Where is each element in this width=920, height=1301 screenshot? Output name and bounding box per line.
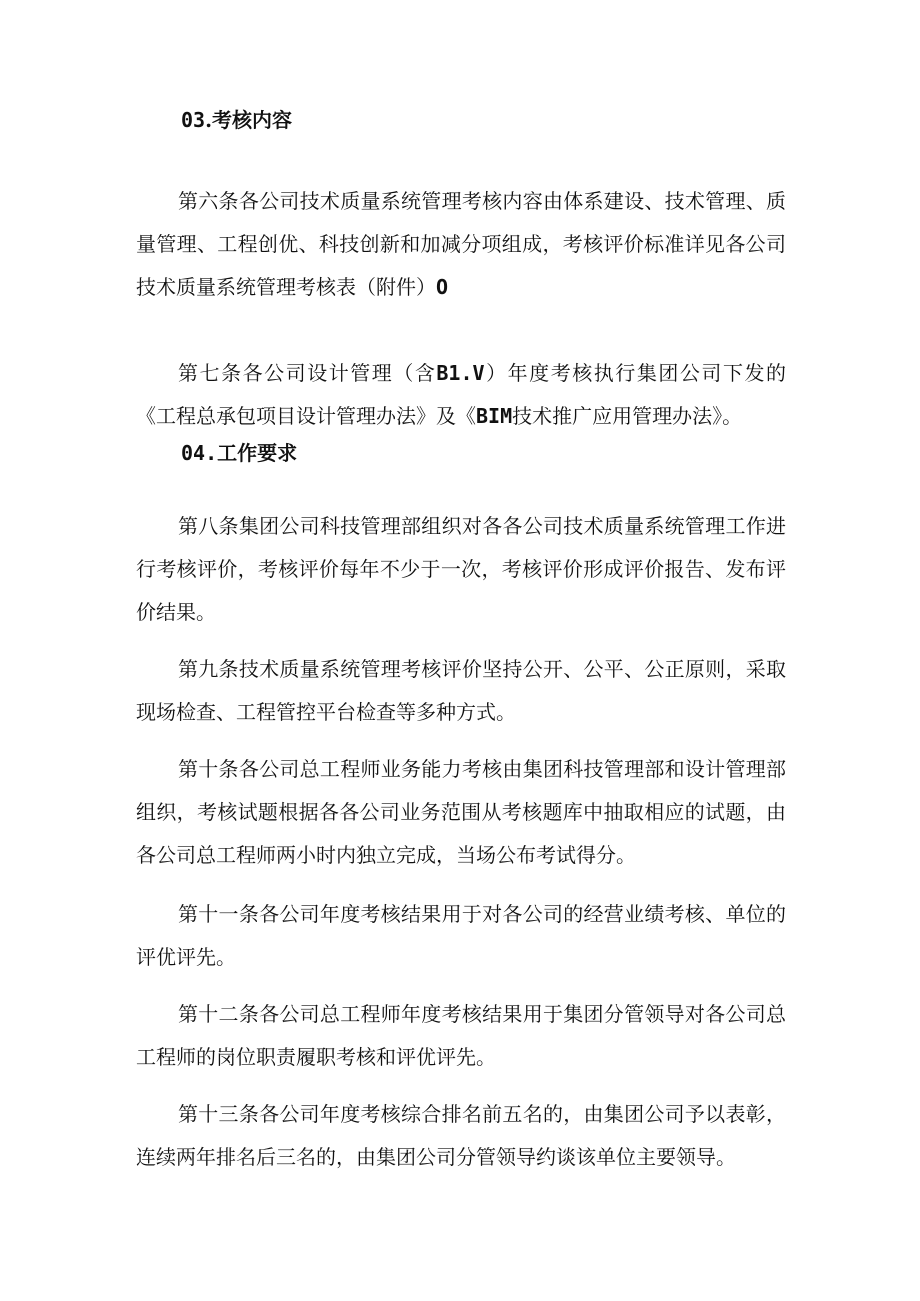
article-11: 第十一条各公司年度考核结果用于对各公司的经营业绩考核、单位的评优评先。 [136, 902, 786, 969]
article-7-text-c: 技术推广应用管理办法》。 [512, 404, 743, 428]
article-7-text-a: 第七条各公司设计管理（含 [178, 361, 437, 385]
article-9: 第九条技术质量系统管理考核评价坚持公开、公平、公正原则，采取现场检查、工程管控平台检查等多种方式。 [136, 657, 786, 724]
article-6-text: 第六条各公司技术质量系统管理考核内容由体系建设、技术管理、质量管理、工程创优、科技创新和加减分项组成，考核评价标准详见各公司技术质量系统管理考核表（附件） [136, 189, 786, 299]
article-7-code: B1.V [436, 361, 485, 385]
section-number: 04. [181, 441, 218, 465]
article-8: 第八条集团公司科技管理部组织对各各公司技术质量系统管理工作进行考核评价，考核评价每年不少于一次，考核评价形成评价报告、发布评价结果。 [136, 514, 786, 624]
section-title: 工作要求 [217, 441, 298, 465]
section-heading-03 [181, 107, 292, 133]
article-10: 第十条各公司总工程师业务能力考核由集团科技管理部和设计管理部组织，考核试题根据各各公司业务范围从考核题库中抽取相应的试题，由各公司总工程师两小时内独立完成，当场公布考试得分。 [136, 757, 786, 867]
section-number: 03 [181, 108, 206, 132]
section-title: .考核内容 [205, 108, 293, 132]
article-7 [136, 352, 786, 438]
article-13: 第十三条各公司年度考核综合排名前五名的，由集团公司予以表彰，连续两年排名后三名的，由集团公司分管领导约谈该单位主要领导。 [136, 1102, 786, 1169]
article-7-text-b: ）年度考核执行集团公司下发的《工程总承包项目设计管理办法》及《 [136, 361, 787, 428]
article-6-end-mark: O [436, 275, 449, 299]
article-12: 第十二条各公司总工程师年度考核结果用于集团分管领导对各公司总工程师的岗位职责履职考核和评优评先。 [136, 1002, 786, 1069]
article-6 [136, 180, 786, 309]
article-7-bim: BIM [476, 404, 513, 428]
section-heading-04 [181, 440, 297, 466]
